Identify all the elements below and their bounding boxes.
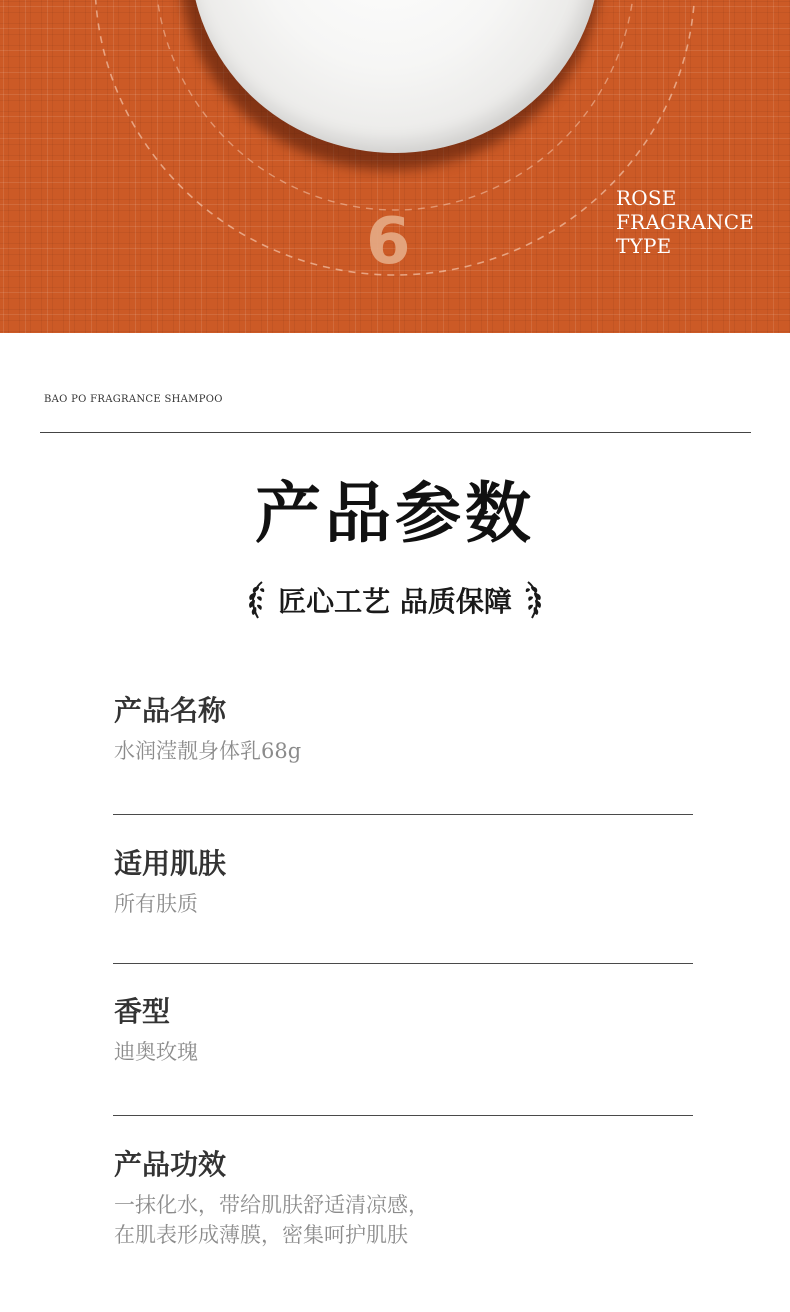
laurel-right-icon (522, 580, 544, 620)
param-value-line: 在肌表形成薄膜，密集呵护肌肤 (114, 1223, 408, 1247)
param-divider (113, 963, 693, 964)
param-value-line: 迪奥玫瑰 (114, 1040, 198, 1064)
param-value (114, 736, 694, 766)
hero-banner (0, 0, 790, 333)
param-label: 适用肌肤 (114, 847, 227, 880)
header-divider (40, 432, 751, 433)
hero-tag-line: FRAGRANCE (616, 210, 755, 234)
param-value (114, 1037, 694, 1067)
param-value (114, 1190, 694, 1250)
param-divider (113, 814, 693, 815)
param-skin-type (114, 847, 694, 919)
param-fragrance (114, 995, 694, 1067)
param-value-line: 一抹化水，带给肌肤舒适清凉感， (114, 1193, 429, 1217)
hero-tag-line: TYPE (616, 234, 672, 258)
param-divider (113, 1115, 693, 1116)
subtitle-row (0, 578, 790, 622)
param-value-line: 所有肤质 (114, 892, 198, 916)
param-efficacy (114, 1148, 694, 1250)
param-label: 产品名称 (114, 694, 227, 727)
hero-tag-line: ROSE (616, 186, 677, 210)
param-value (114, 889, 694, 919)
param-label: 香型 (114, 995, 171, 1028)
page-title: 产品参数 (255, 474, 535, 552)
hero-number: 6 (366, 205, 411, 279)
param-product-name (114, 694, 694, 766)
param-value-line: 水润滢靓身体乳68g (114, 739, 302, 763)
brand-name: BAO PO FRAGRANCE SHAMPOO (44, 394, 223, 405)
hero-tag (616, 186, 754, 258)
param-label: 产品功效 (114, 1148, 227, 1181)
laurel-left-icon (246, 580, 268, 620)
page-subtitle: 匠心工艺 品质保障 (278, 585, 512, 618)
